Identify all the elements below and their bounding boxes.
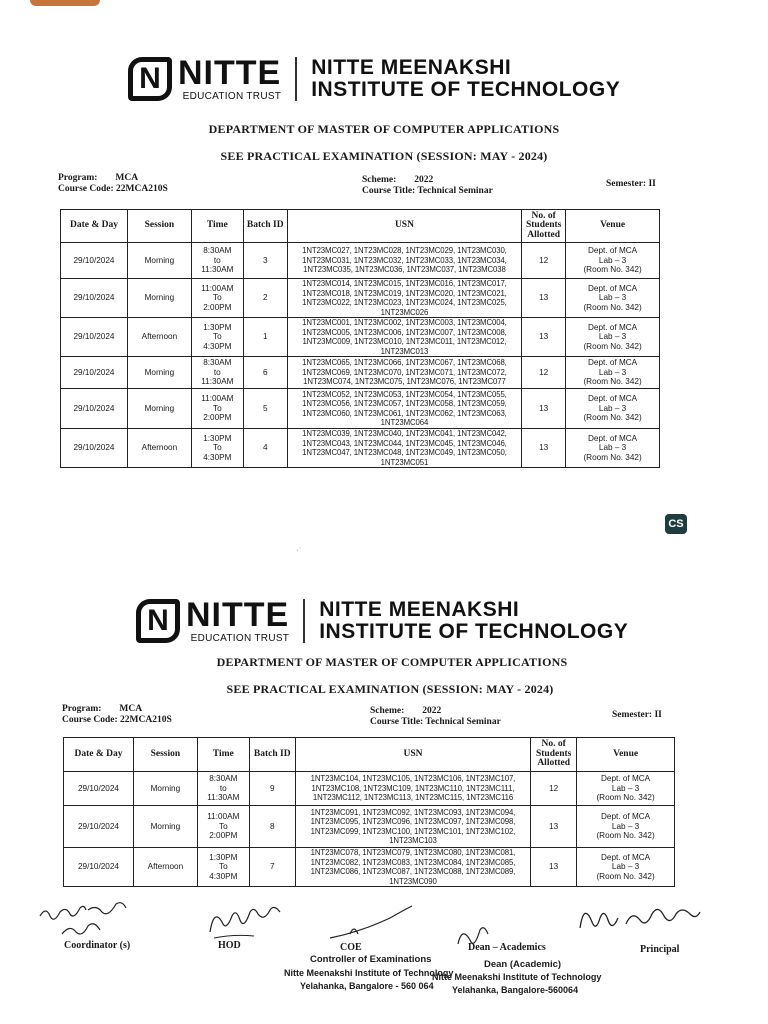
usn-cell-line: 1NT23MC099, 1NT23MC100, 1NT23MC101, 1NT23MC102, — [310, 826, 516, 836]
time-cell — [197, 848, 249, 887]
timetable-1 — [60, 209, 660, 468]
date-cell: 29/10/2024 — [61, 389, 128, 429]
batch-cell: 9 — [249, 772, 295, 806]
session-cell: Afternoon — [127, 429, 191, 468]
course-title: Course Title: Technical Seminar — [362, 186, 493, 196]
time-cell-line: To — [212, 332, 222, 342]
time-cell — [191, 243, 243, 279]
time-cell — [191, 429, 243, 468]
brand-name: NITTE — [186, 596, 290, 634]
date-cell: 29/10/2024 — [64, 848, 134, 887]
coe-label: COE — [340, 942, 362, 953]
time-cell-line: 11:30AM — [207, 793, 240, 803]
count-cell: 13 — [531, 848, 577, 887]
time-cell-line: 8:30AM — [203, 246, 232, 256]
column-header: Session — [127, 210, 191, 243]
usn-cell-line: 1NT23MC086, 1NT23MC087, 1NT23MC088, 1NT23MC089, — [310, 867, 516, 876]
time-cell — [191, 389, 243, 429]
time-cell-line: 4:30PM — [203, 452, 232, 462]
scheme-value: 2022 — [422, 706, 442, 716]
scheme-value: 2022 — [414, 175, 434, 185]
session-cell: Morning — [127, 357, 191, 389]
torn-paper-edge — [30, 0, 100, 6]
venue-cell-line: Lab – 3 — [611, 821, 640, 831]
table-row — [61, 429, 660, 468]
timetable-2 — [63, 737, 675, 887]
time-cell-line: to — [213, 255, 221, 265]
batch-cell: 8 — [249, 806, 295, 848]
venue-cell-line: (Room No. 342) — [583, 341, 642, 351]
venue-cell-line: Dept. of MCA — [588, 283, 638, 293]
hod-signature — [204, 902, 288, 946]
venue-cell-line: Dept. of MCA — [588, 394, 638, 404]
usn-cell-line: 1NT23MC112, 1NT23MC113, 1NT23MC115, 1NT23MC116 — [312, 793, 514, 803]
coe-signature — [320, 904, 424, 946]
usn-cell-line: 1NT23MC051 — [380, 457, 429, 467]
scheme-label: Scheme: — [362, 175, 397, 185]
usn-cell — [287, 429, 521, 468]
usn-cell-line: 1NT23MC009, 1NT23MC010, 1NT23MC011, 1NT23MC012, — [302, 337, 507, 346]
count-cell: 12 — [531, 772, 577, 806]
table-row — [61, 389, 660, 429]
time-cell-line: 4:30PM — [203, 341, 232, 351]
usn-cell-line: 1NT23MC014, 1NT23MC015, 1NT23MC016, 1NT23MC017, — [302, 279, 507, 288]
date-cell: 29/10/2024 — [61, 279, 128, 318]
column-header: Session — [133, 738, 197, 772]
usn-cell-line: 1NT23MC069, 1NT23MC070, 1NT23MC071, 1NT23MC072, — [302, 367, 507, 377]
usn-cell-line: 1NT23MC031, 1NT23MC032, 1NT23MC033, 1NT23MC034, — [302, 255, 507, 265]
brand-trust: EDUCATION TRUST — [190, 633, 290, 644]
semester-info: Semester: II — [612, 710, 662, 720]
venue-cell — [577, 772, 675, 806]
table-row — [64, 806, 675, 848]
session-cell: Morning — [127, 389, 191, 429]
dean-stamp-line2: Nitte Meenakshi Institute of Technology — [432, 972, 602, 982]
time-cell-line: 8:30AM — [209, 774, 238, 784]
institution-name-line2: INSTITUTE OF TECHNOLOGY — [311, 78, 621, 101]
venue-cell — [566, 243, 660, 279]
usn-cell-line: 1NT23MC027, 1NT23MC028, 1NT23MC029, 1NT23MC030, — [302, 246, 507, 256]
venue-cell-line: Lab – 3 — [598, 403, 627, 413]
principal-signature — [572, 898, 712, 944]
column-header: No. of Students Allotted — [531, 738, 577, 772]
time-cell-line: 11:00AM — [201, 283, 234, 293]
count-cell: 13 — [531, 806, 577, 848]
venue-cell-line: Lab – 3 — [598, 293, 627, 303]
count-cell: 13 — [522, 389, 566, 429]
usn-cell-line: 1NT23MC082, 1NT23MC083, 1NT23MC084, 1NT23MC085, — [310, 857, 516, 867]
usn-cell-line: 1NT23MC013 — [380, 346, 429, 356]
venue-cell — [566, 318, 660, 357]
usn-cell-line: 1NT23MC052, 1NT23MC053, 1NT23MC054, 1NT23MC055, — [302, 389, 507, 399]
time-cell-line: To — [212, 293, 222, 303]
time-cell — [191, 279, 243, 318]
department-title: DEPARTMENT OF MASTER OF COMPUTER APPLICATIONS — [208, 122, 560, 136]
date-cell: 29/10/2024 — [61, 429, 128, 468]
venue-cell-line: Lab – 3 — [611, 862, 640, 872]
count-cell: 13 — [522, 279, 566, 318]
table-row — [61, 357, 660, 389]
program-value: MCA — [119, 704, 143, 714]
column-header: Time — [191, 210, 243, 243]
time-cell-line: 11:00AM — [207, 812, 240, 822]
camscanner-badge-icon: CS — [665, 514, 687, 534]
date-cell: 29/10/2024 — [64, 772, 134, 806]
usn-cell-line: 1NT23MC108, 1NT23MC109, 1NT23MC110, 1NT23MC111, — [311, 783, 515, 793]
usn-cell-line: 1NT23MC103 — [389, 836, 437, 845]
table-header-row — [61, 210, 660, 243]
venue-cell — [566, 357, 660, 389]
column-header: USN — [295, 738, 530, 772]
time-cell-line: 2:00PM — [203, 302, 232, 312]
table-row — [61, 279, 660, 318]
time-cell-line: 2:00PM — [209, 831, 238, 841]
program-label: Program: — [58, 173, 98, 183]
coordinator-signature — [36, 896, 156, 946]
venue-cell-line: Dept. of MCA — [601, 812, 651, 822]
batch-cell: 3 — [243, 243, 287, 279]
usn-cell — [295, 848, 530, 887]
session-cell: Afternoon — [127, 318, 191, 357]
course-code: Course Code: 22MCA210S — [58, 184, 168, 194]
usn-cell-line: 1NT23MC104, 1NT23MC105, 1NT23MC106, 1NT23MC107, — [310, 774, 516, 784]
institution-header — [136, 598, 628, 644]
brand-name: NITTE — [178, 54, 282, 92]
column-header: Batch ID — [243, 210, 287, 243]
venue-cell-line: Lab – 3 — [598, 332, 627, 342]
venue-cell-line: Lab – 3 — [598, 255, 627, 265]
usn-cell-line: 1NT23MC078, 1NT23MC079, 1NT23MC080, 1NT23MC081, — [310, 848, 516, 857]
dean-stamp-line3: Yelahanka, Bangalore-560064 — [452, 985, 579, 995]
usn-cell-line: 1NT23MC005, 1NT23MC006, 1NT23MC007, 1NT23MC008, — [302, 327, 507, 337]
venue-cell-line: (Room No. 342) — [583, 302, 642, 312]
usn-cell — [287, 389, 521, 429]
program-info — [62, 704, 172, 726]
date-cell: 29/10/2024 — [64, 806, 134, 848]
venue-cell — [566, 389, 660, 429]
time-cell-line: 8:30AM — [203, 358, 232, 368]
column-header: Date & Day — [64, 738, 134, 772]
count-cell: 12 — [522, 357, 566, 389]
time-cell-line: 11:00AM — [201, 394, 234, 404]
venue-cell-line: Lab – 3 — [598, 367, 627, 377]
date-cell: 29/10/2024 — [61, 357, 128, 389]
venue-cell — [566, 429, 660, 468]
date-cell: 29/10/2024 — [61, 243, 128, 279]
nitte-logo-icon: N — [136, 599, 180, 643]
date-cell: 29/10/2024 — [61, 318, 128, 357]
session-cell: Morning — [127, 243, 191, 279]
time-cell — [197, 772, 249, 806]
institute-stamp-line2: Yelahanka, Bangalore - 560 064 — [300, 981, 434, 991]
time-cell — [197, 806, 249, 848]
venue-cell-line: (Room No. 342) — [583, 413, 642, 423]
venue-cell-line: Dept. of MCA — [588, 322, 638, 332]
usn-cell — [287, 279, 521, 318]
column-header: Date & Day — [61, 210, 128, 243]
column-header: Time — [197, 738, 249, 772]
scheme-label: Scheme: — [370, 706, 405, 716]
usn-cell-line: 1NT23MC056, 1NT23MC057, 1NT23MC058, 1NT23MC059, — [302, 399, 507, 408]
scheme-info — [370, 706, 501, 728]
usn-cell-line: 1NT23MC001, 1NT23MC002, 1NT23MC003, 1NT23MC004, — [302, 318, 507, 327]
usn-cell-line: 1NT23MC064 — [380, 418, 429, 427]
venue-cell-line: Dept. of MCA — [601, 774, 651, 784]
institution-name — [311, 57, 620, 101]
usn-cell-line: 1NT23MC026 — [380, 307, 429, 317]
time-cell-line: To — [212, 443, 222, 453]
time-cell-line: To — [218, 821, 228, 831]
usn-cell — [287, 318, 521, 357]
count-cell: 13 — [522, 429, 566, 468]
venue-cell — [577, 848, 675, 887]
exam-title: SEE PRACTICAL EXAMINATION (SESSION: MAY - 2024) — [220, 149, 548, 163]
usn-cell-line: 1NT23MC091, 1NT23MC092, 1NT23MC093, 1NT23MC094, — [310, 807, 516, 817]
count-cell: 12 — [522, 243, 566, 279]
header-divider — [295, 57, 297, 101]
time-cell-line: 1:30PM — [203, 433, 232, 443]
batch-cell: 2 — [243, 279, 287, 318]
usn-cell-line: 1NT23MC060, 1NT23MC061, 1NT23MC062, 1NT23MC063, — [302, 408, 507, 418]
venue-cell-line: Dept. of MCA — [588, 433, 638, 443]
time-cell-line: 1:30PM — [203, 322, 232, 332]
nitte-logo-icon: N — [128, 57, 172, 101]
time-cell-line: 2:00PM — [203, 413, 232, 423]
venue-cell-line: (Room No. 342) — [596, 871, 655, 881]
brand-trust: EDUCATION TRUST — [182, 91, 282, 102]
batch-cell: 7 — [249, 848, 295, 887]
batch-cell: 6 — [243, 357, 287, 389]
batch-cell: 5 — [243, 389, 287, 429]
usn-cell-line: 1NT23MC065, 1NT23MC066, 1NT23MC067, 1NT23MC068, — [302, 358, 507, 368]
institution-name-line1: NITTE MEENAKSHI — [319, 598, 520, 621]
institution-header — [128, 56, 620, 102]
time-cell-line: 11:30AM — [201, 377, 234, 387]
venue-cell-line: (Room No. 342) — [596, 831, 655, 841]
institution-name-line2: INSTITUTE OF TECHNOLOGY — [319, 620, 629, 643]
venue-cell-line: Lab – 3 — [611, 783, 640, 793]
usn-cell — [295, 806, 530, 848]
session-cell: Morning — [133, 772, 197, 806]
usn-cell-line: 1NT23MC035, 1NT23MC036, 1NT23MC037, 1NT23MC038 — [303, 265, 506, 275]
brand-block — [178, 56, 281, 102]
usn-cell — [287, 243, 521, 279]
column-header: Venue — [566, 210, 660, 243]
table-row — [61, 243, 660, 279]
semester-info: Semester: II — [606, 179, 656, 189]
scan-speck: ·˙ — [296, 546, 302, 555]
venue-cell-line: Dept. of MCA — [588, 358, 638, 368]
column-header: Venue — [577, 738, 675, 772]
venue-cell-line: (Room No. 342) — [596, 793, 655, 803]
coe-subtitle: Controller of Examinations — [310, 954, 432, 965]
column-header: USN — [287, 210, 521, 243]
hod-label: HOD — [218, 940, 241, 951]
time-cell-line: 11:30AM — [201, 265, 234, 275]
venue-cell — [566, 279, 660, 318]
usn-cell-line: 1NT23MC039, 1NT23MC040, 1NT23MC041, 1NT23MC042, — [302, 429, 507, 438]
time-cell-line: To — [218, 862, 228, 872]
time-cell — [191, 318, 243, 357]
usn-cell-line: 1NT23MC018, 1NT23MC019, 1NT23MC020, 1NT23MC021, — [302, 288, 507, 298]
column-header: Batch ID — [249, 738, 295, 772]
usn-cell-line: 1NT23MC095, 1NT23MC096, 1NT23MC097, 1NT23MC098, — [310, 817, 516, 826]
time-cell-line: to — [213, 367, 221, 377]
usn-cell — [287, 357, 521, 389]
venue-cell-line: (Room No. 342) — [583, 265, 642, 275]
batch-cell: 1 — [243, 318, 287, 357]
venue-cell-line: (Room No. 342) — [583, 377, 642, 387]
program-label: Program: — [62, 704, 102, 714]
program-info — [58, 173, 168, 195]
session-cell: Morning — [133, 806, 197, 848]
course-title: Course Title: Technical Seminar — [370, 717, 501, 727]
brand-block — [186, 598, 289, 644]
venue-cell-line: (Room No. 342) — [583, 452, 642, 462]
venue-cell-line: Lab – 3 — [598, 443, 627, 453]
program-value: MCA — [115, 173, 139, 183]
usn-cell-line: 1NT23MC022, 1NT23MC023, 1NT23MC024, 1NT23MC025, — [302, 298, 507, 307]
venue-cell-line: Dept. of MCA — [588, 246, 638, 256]
batch-cell: 4 — [243, 429, 287, 468]
institute-stamp-line1: Nitte Meenakshi Institute of Technology — [284, 968, 454, 978]
scheme-info — [362, 175, 493, 197]
usn-cell-line: 1NT23MC047, 1NT23MC048, 1NT23MC049, 1NT23MC050, — [302, 448, 507, 457]
course-code: Course Code: 22MCA210S — [62, 715, 172, 725]
table-row — [64, 848, 675, 887]
time-cell-line: 4:30PM — [209, 871, 238, 881]
exam-title: SEE PRACTICAL EXAMINATION (SESSION: MAY - 2024) — [226, 682, 554, 696]
table-row — [64, 772, 675, 806]
coordinator-label: Coordinator (s) — [64, 940, 131, 951]
usn-cell-line: 1NT23MC074, 1NT23MC075, 1NT23MC076, 1NT23MC077 — [303, 377, 506, 387]
column-header: No. of Students Allotted — [522, 210, 566, 243]
dean-stamp-line1: Dean (Academic) — [484, 959, 562, 970]
institution-name-line1: NITTE MEENAKSHI — [311, 56, 512, 79]
header-divider — [303, 599, 305, 643]
time-cell-line: 1:30PM — [209, 852, 238, 862]
table-header-row — [64, 738, 675, 772]
time-cell-line: To — [212, 403, 222, 413]
department-title: DEPARTMENT OF MASTER OF COMPUTER APPLICATIONS — [216, 655, 568, 669]
principal-label: Principal — [640, 944, 680, 955]
institution-name — [319, 599, 628, 643]
dean-label: Dean – Academics — [468, 942, 546, 953]
usn-cell-line: 1NT23MC090 — [389, 876, 437, 886]
time-cell — [191, 357, 243, 389]
session-cell: Morning — [127, 279, 191, 318]
venue-cell — [577, 806, 675, 848]
venue-cell-line: Dept. of MCA — [601, 852, 651, 862]
table-row — [61, 318, 660, 357]
usn-cell — [295, 772, 530, 806]
usn-cell-line: 1NT23MC043, 1NT23MC044, 1NT23MC045, 1NT23MC046, — [302, 438, 507, 448]
count-cell: 13 — [522, 318, 566, 357]
session-cell: Afternoon — [133, 848, 197, 887]
time-cell-line: to — [219, 783, 227, 793]
